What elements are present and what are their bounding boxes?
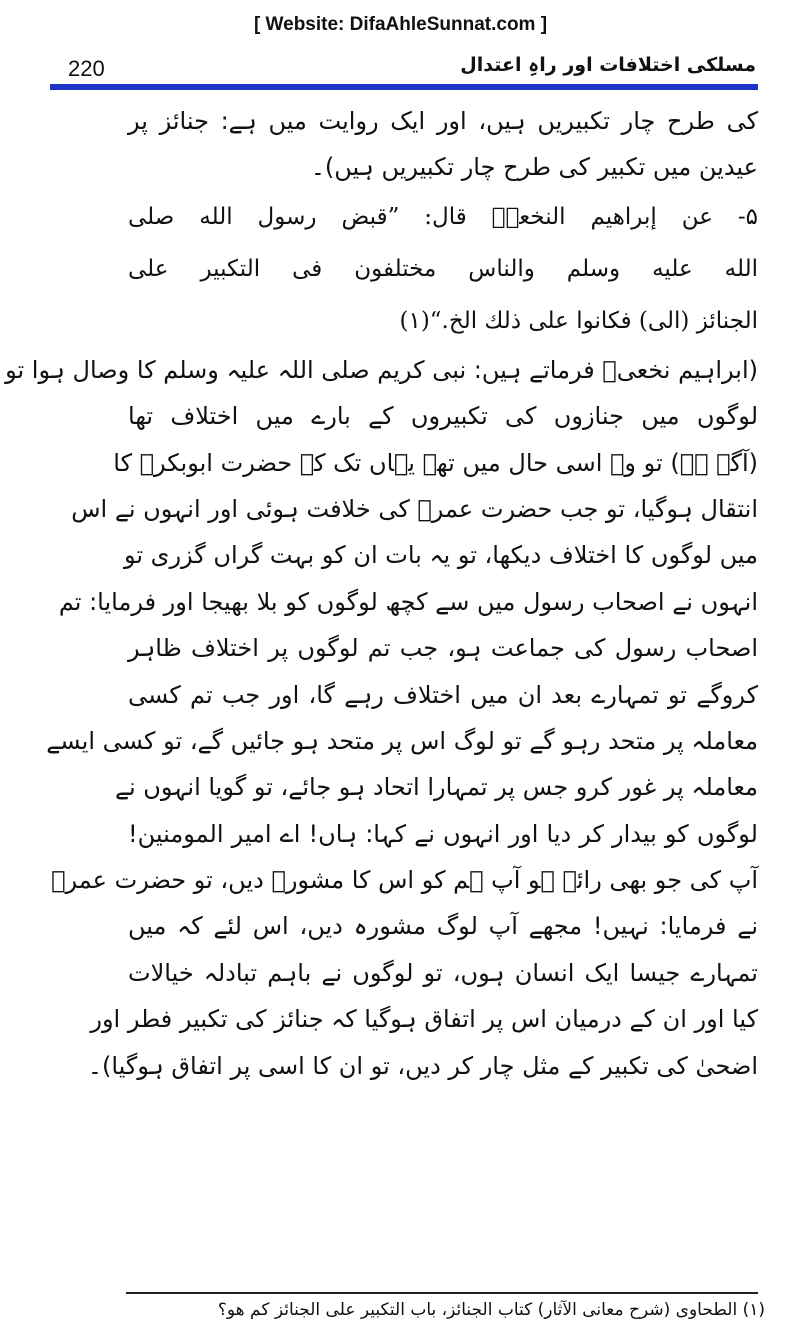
text-line: لوگوں کو بیدار کر دیا اور انہوں نے کہا: ہاں! اے امیر المومنین! — [128, 819, 758, 848]
text-line: اصحاب رسول کی جماعت ہو، جب تم لوگوں پر اختلاف ظاہر — [128, 634, 758, 663]
text-line: کروگے تو تمہارے بعد ان میں اختلاف رہے گا، اور جب تم کسی — [128, 680, 758, 709]
footnote-rule — [126, 1292, 758, 1294]
text-line: اضحیٰ کی تکبیر کے مثل چار کر دیں، تو ان کا اسی پر اتفاق ہوگیا)۔ — [87, 1051, 758, 1080]
page-header — [50, 56, 756, 84]
page-number: 220 — [68, 56, 105, 81]
body-text — [5, 98, 758, 1283]
text-line: معاملہ پر غور کرو جس پر تمہارا اتحاد ہو جائے، تو گویا انہوں نے — [114, 773, 758, 802]
text-line: آپ کی جو بھی رائے ہو آپ ہم کو اس کا مشورہ دیں، تو حضرت عمرؓ — [51, 866, 758, 895]
header-rule — [50, 84, 758, 90]
text-line: تمہارے جیسا ایک انسان ہوں، تو لوگوں نے باہم تبادلہ خیالات — [128, 958, 758, 987]
text-line: کی طرح چار تکبیریں ہیں، اور ایک روایت میں ہے: جنائز پر — [128, 107, 758, 135]
text-line: معاملہ پر متحد رہو گے تو لوگ اس پر متحد ہو جائیں گے، تو کسی ایسے — [46, 726, 758, 755]
hadith-line: الجنائز (الى) فكانوا على ذلك الخ.“(۱) — [399, 307, 758, 334]
text-line: انہوں نے اصحاب رسول میں سے کچھ لوگوں کو بلا بھیجا اور فرمایا: تم — [58, 587, 758, 616]
hadith-line: ۵- عن إبراهيم النخعيؒ قال: ”قبض رسول الله صلى — [128, 203, 758, 230]
text-line: نے فرمایا: نہیں! مجھے آپ لوگ مشورہ دیں، اس لئے کہ میں — [128, 912, 758, 941]
text-line: انتقال ہوگیا، تو جب حضرت عمرؓ کی خلافت ہوئی اور انہوں نے اس — [71, 494, 758, 523]
text-line: کیا اور ان کے درمیان اس پر اتفاق ہوگیا کہ جنائز کی تکبیر فطر اور — [90, 1005, 758, 1034]
running-title: مسلکی اختلافات اور راہِ اعتدال — [460, 54, 756, 76]
text-line: میں لوگوں کا اختلاف دیکھا، تو یہ بات ان کو بہت گراں گزری تو — [123, 541, 758, 570]
text-line: عیدین میں تکبیر کی طرح چار تکبیریں ہیں)۔ — [310, 153, 758, 182]
website-banner: [ Website: DifaAhleSunnat.com ] — [253, 14, 548, 35]
hadith-line: الله عليه وسلم والناس مختلفون فى التكبير على — [128, 255, 758, 282]
text-line: (ابراہیم نخعیؒ فرماتے ہیں: نبی کریم صلی اللہ علیہ وسلم کا وصال ہوا تو — [5, 355, 758, 384]
footnote: (۱) الطحاوى (شرح معانى الآثار) كتاب الجنائز، باب التكبير على الجنائز كم هو؟ — [217, 1300, 765, 1320]
text-line: لوگوں میں جنازوں کی تکبیروں کے بارے میں اختلاف تھا — [128, 402, 758, 431]
text-line: (آگے ہے) تو وہ اسی حال میں تھے یہاں تک کہ حضرت ابوبکرؓ کا — [113, 448, 758, 477]
